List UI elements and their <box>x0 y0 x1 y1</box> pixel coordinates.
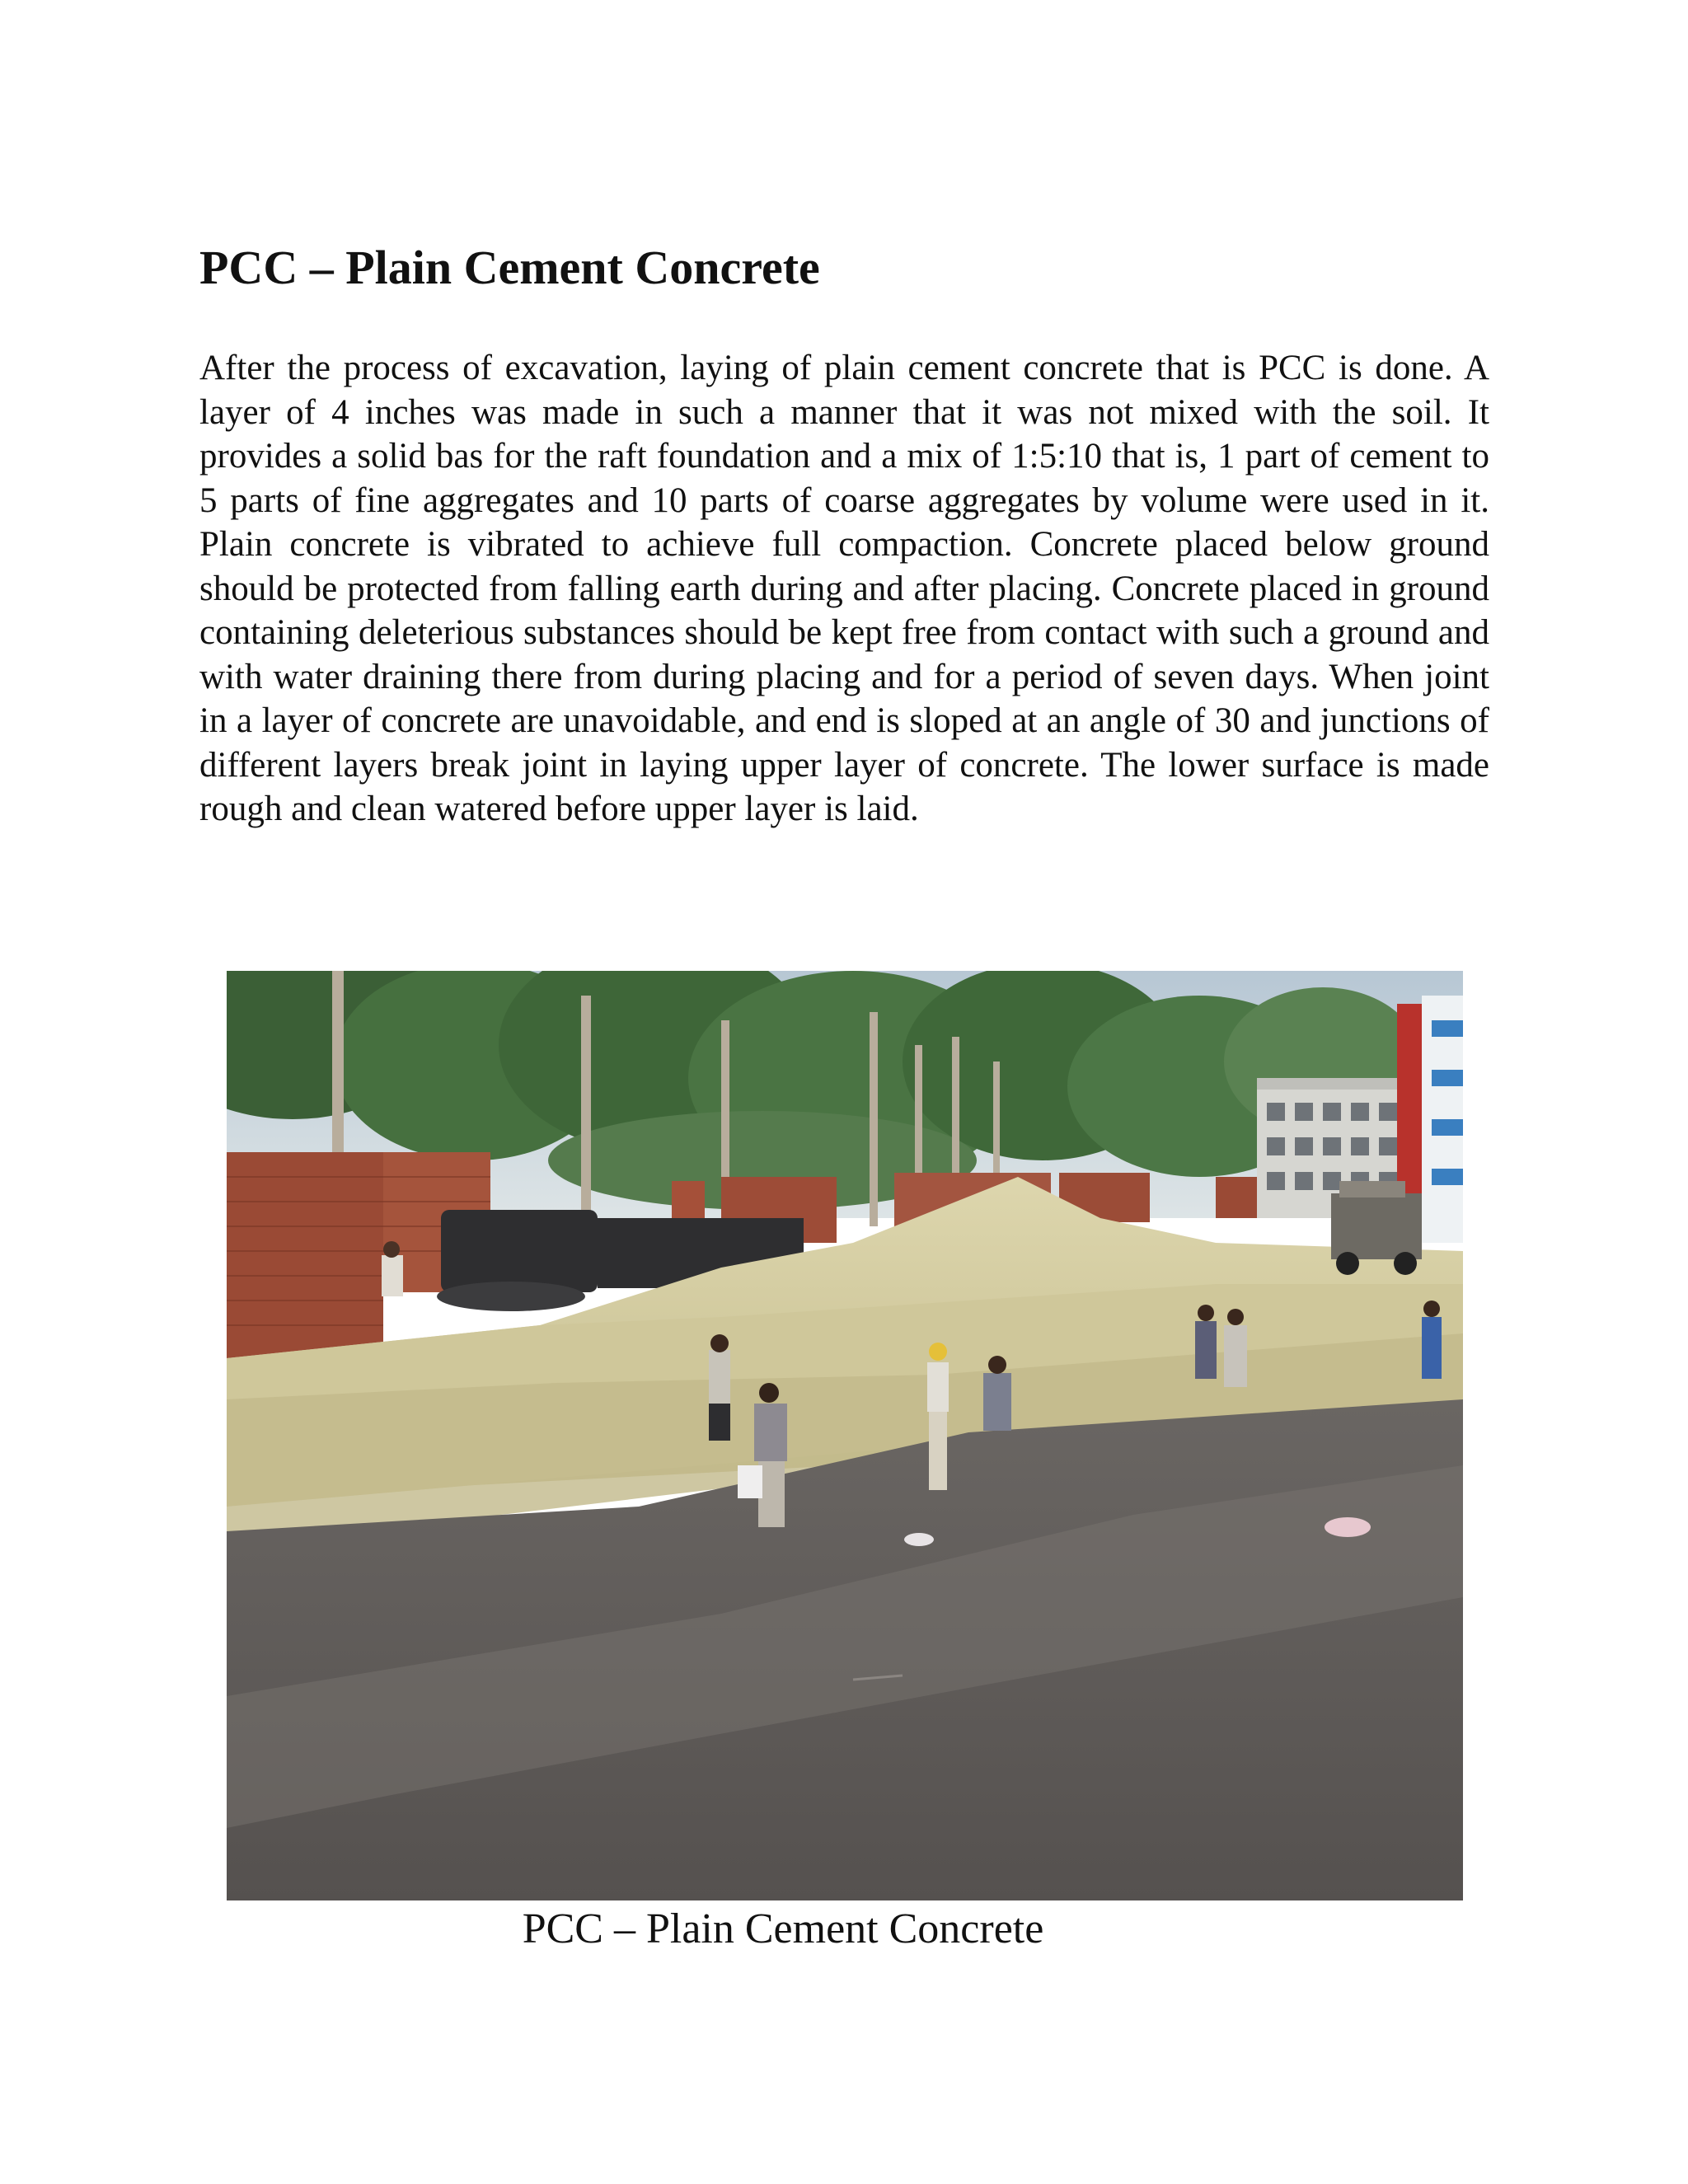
construction-site-photo <box>227 971 1463 1900</box>
debris <box>904 1533 934 1546</box>
document-title: PCC – Plain Cement Concrete <box>199 241 820 294</box>
figure-caption: PCC – Plain Cement Concrete <box>522 1905 1044 1952</box>
worker <box>709 1334 730 1441</box>
debris <box>1325 1517 1371 1537</box>
worker <box>1422 1301 1442 1379</box>
worker <box>1195 1305 1217 1379</box>
body-paragraph: After the process of excavation, laying of plain cement concrete that is PCC is done. A layer of 4 inches was made in such a manner that it was not mixed with the soil. It provides a solid bas for the raft foundation and a mix of 1:5:10 that is, 1 part of cement to 5 parts of fine aggregates and 10 parts of coarse aggregates by volume were used in it. Plain concrete is vibrated to achieve full compaction. Concrete placed below ground should be protected from falling earth during and after placing. Concrete placed in ground containing deleterious substances should be kept free from contact with such a ground and with water draining there from during placing and for a period of seven days. When joint in a layer of concrete are unavoidable, and end is sloped at an angle of 30 and junctions of different layers break joint in laying upper layer of concrete. The lower surface is made rough and clean watered before upper layer is laid. <box>199 349 1489 828</box>
worker <box>927 1343 949 1490</box>
